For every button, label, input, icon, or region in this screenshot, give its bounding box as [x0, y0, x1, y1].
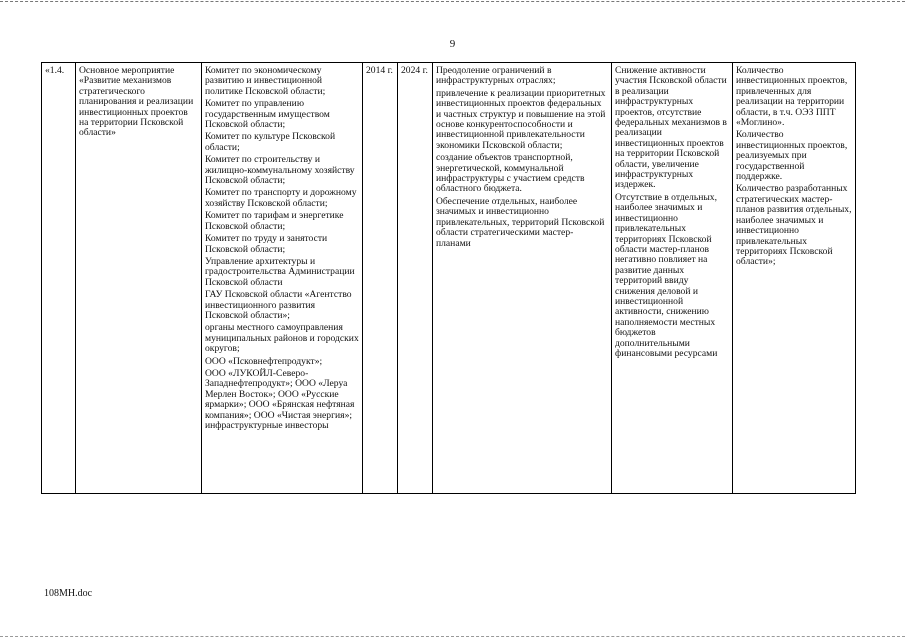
bottom-page-rule [0, 636, 905, 637]
start-year: 2014 г. [363, 63, 398, 494]
indicators-cell [733, 63, 856, 494]
page-number: 9 [449, 38, 456, 50]
executor-item: ООО «ЛУКОЙЛ-Северо-Западнефтепродукт»; ООО «Леруа Мерлен Восток»; ООО «Русские ярмарки»; ООО «Брянская нефтяная компания»; ООО «Чистая энергия»; инфраструктурные инвесторы [205, 367, 355, 431]
footer-filename: 108МН.doc [44, 588, 93, 599]
executors-cell [202, 63, 363, 494]
table-row [42, 63, 856, 494]
event-name: Основное мероприятие «Развитие механизмов стратегического планирования и реализации инвестиционных проектов на территории Псковской области» [76, 63, 202, 494]
executor-item: Комитет по культуре Псковской области; [205, 131, 336, 153]
result-item: привлечение к реализации приоритетных инвестиционных проектов федеральных и частных структур и повышение на этой основе конкурентоспособности и инвестиционной привлекательности экономики Псковской области; [436, 87, 606, 151]
executor-item: Комитет по тарифам и энергетике Псковской области; [205, 210, 344, 232]
top-page-rule [0, 1, 905, 2]
consequences-cell [612, 63, 733, 494]
indicator-item: Количество разработанных стратегических мастер-планов развития отдельных, наиболее значимых и инвестиционно привлекательных территориях Псковской области»; [736, 183, 852, 268]
executor-item: Комитет по экономическому развитию и инвестиционной политике Псковской области; [205, 65, 326, 97]
indicator-item: Количество инвестиционных проектов, привлеченных для реализации на территории области, в т.ч. ОЭЗ ППТ «Моглино». [736, 65, 848, 129]
executor-item: Комитет по труду и занятости Псковской области; [205, 233, 328, 255]
executor-item: Комитет по управлению государственным имуществом Псковской области; [205, 98, 330, 131]
consequence-item: Отсутствие в отдельных, наиболее значимых и инвестиционно привлекательных территориях Псковской области мастер-планов негативно повлияет на развитие данных территорий ввиду снижения деловой и инвестиционной активности, снижению наполняемости местных бюджетов дополнительными финансовыми ресурсами [615, 191, 718, 359]
expected-results-cell [433, 63, 612, 494]
item-number: «1.4. [42, 63, 76, 494]
result-item: Преодоление ограничений в инфраструктурных отраслях; [436, 65, 556, 87]
executor-item: ГАУ Псковской области «Агентство инвестиционного развития Псковской области»; [205, 289, 352, 321]
executor-item: Комитет по строительству и жилищно-коммунальному хозяйству Псковской области; [205, 154, 355, 187]
executor-item: ООО «Псковнефтепродукт»; [205, 355, 323, 367]
program-table [41, 62, 856, 494]
executor-item: Комитет по транспорту и дорожному хозяйству Псковской области; [205, 187, 357, 209]
executor-item: Управление архитектуры и градостроительства Администрации Псковской области [205, 255, 355, 288]
end-year: 2024 г. [398, 63, 433, 494]
indicator-item: Количество инвестиционных проектов, реализуемых при государственной поддержке. [736, 129, 848, 183]
result-item: Обеспечение отдельных, наиболее значимых и инвестиционно привлекательных, территорий Псковской области стратегическими мастер-планами [436, 195, 605, 249]
result-item: создание объектов транспортной, энергетической, коммунальной инфраструктуры с участием средств областного бюджета. [436, 152, 585, 195]
executor-item: органы местного самоуправления муниципальных районов и городских округов; [205, 322, 359, 355]
consequence-item: Снижение активности участия Псковской области в реализации инфраструктурных проектов, отсутствие федеральных механизмов в реализации инвестиционных проектов на территории Псковской области, увеличение инфраструктурных издержек. [615, 65, 727, 191]
